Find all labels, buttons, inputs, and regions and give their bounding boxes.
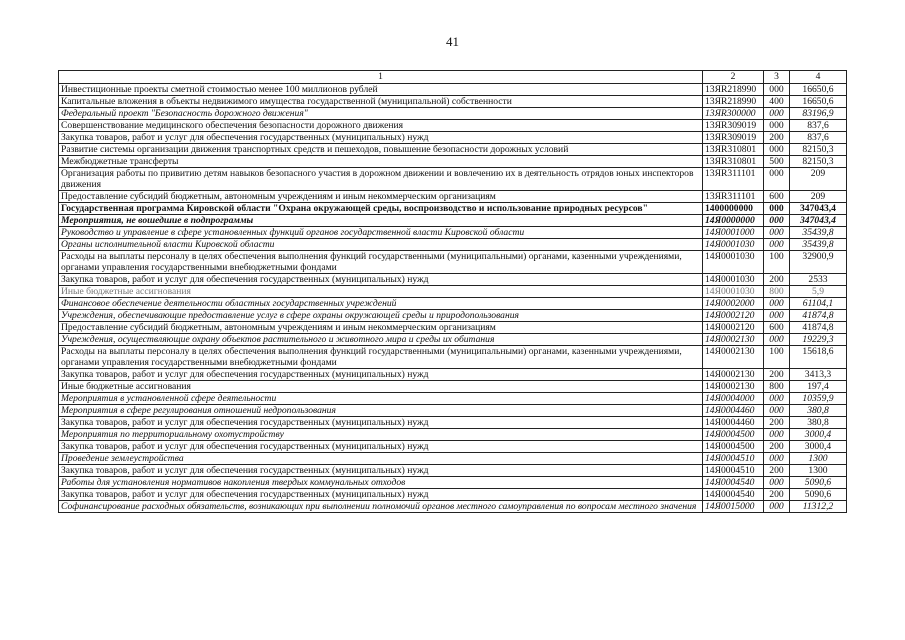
row-expense-type: 000 xyxy=(764,393,790,405)
table-row xyxy=(59,274,847,286)
row-code: 14Я0002130 xyxy=(703,381,764,393)
row-name: Предоставление субсидий бюджетным, автономным учреждениям и иным некоммерческим организациям xyxy=(59,322,703,334)
row-name: Закупка товаров, работ и услуг для обеспечения государственных (муниципальных) нужд xyxy=(59,132,703,144)
table-row xyxy=(59,298,847,310)
row-expense-type: 000 xyxy=(764,298,790,310)
row-expense-type: 000 xyxy=(764,203,790,215)
table-row xyxy=(59,144,847,156)
row-expense-type: 000 xyxy=(764,168,790,191)
row-expense-type: 000 xyxy=(764,429,790,441)
row-name: Мероприятия в установленной сфере деятельности xyxy=(59,393,703,405)
row-code: 14Я0015000 xyxy=(703,501,764,513)
page-number: 41 xyxy=(446,34,459,49)
table-row xyxy=(59,417,847,429)
row-sum: 32900,9 xyxy=(790,251,847,274)
table-row xyxy=(59,203,847,215)
row-name: Закупка товаров, работ и услуг для обеспечения государственных (муниципальных) нужд xyxy=(59,441,703,453)
table-row xyxy=(59,501,847,513)
row-name: Софинансирование расходных обязательств, возникающих при выполнении полномочий органов местного самоуправления по вопросам местного значения xyxy=(59,501,703,513)
row-sum: 16650,6 xyxy=(790,84,847,96)
row-expense-type: 500 xyxy=(764,156,790,168)
row-sum: 347043,4 xyxy=(790,215,847,227)
row-name: Федеральный проект "Безопасность дорожного движения" xyxy=(59,108,703,120)
table-row xyxy=(59,369,847,381)
row-name: Предоставление субсидий бюджетным, автономным учреждениям и иным некоммерческим организациям xyxy=(59,191,703,203)
row-expense-type: 200 xyxy=(764,489,790,501)
header-col-3: 3 xyxy=(764,71,790,84)
row-expense-type: 800 xyxy=(764,381,790,393)
row-sum: 41874,8 xyxy=(790,310,847,322)
row-sum: 10359,9 xyxy=(790,393,847,405)
row-code: 14Я0004510 xyxy=(703,453,764,465)
row-code: 13ЯR311101 xyxy=(703,191,764,203)
table-row xyxy=(59,334,847,346)
row-code: 13ЯR310801 xyxy=(703,156,764,168)
row-expense-type: 600 xyxy=(764,322,790,334)
row-name: Учреждения, осуществляющие охрану объектов растительного и животного мира и среды их обитания xyxy=(59,334,703,346)
row-sum: 3000,4 xyxy=(790,441,847,453)
row-code: 13ЯR310801 xyxy=(703,144,764,156)
row-name: Организация работы по привитию детям навыков безопасного участия в дорожном движении и вовлечению их в деятельность отрядов юных инспекторов движения xyxy=(59,168,703,191)
row-name: Мероприятия, не вошедшие в подпрограммы xyxy=(59,215,703,227)
row-code: 14Я0004460 xyxy=(703,417,764,429)
budget-table-body xyxy=(59,71,847,513)
row-expense-type: 200 xyxy=(764,465,790,477)
row-name: Инвестиционные проекты сметной стоимостью менее 100 миллионов рублей xyxy=(59,84,703,96)
table-row xyxy=(59,465,847,477)
table-row xyxy=(59,346,847,369)
row-name: Работы для установления нормативов накопления твердых коммунальных отходов xyxy=(59,477,703,489)
row-code: 14Я0002130 xyxy=(703,346,764,369)
row-sum: 3413,3 xyxy=(790,369,847,381)
row-code: 13ЯR300000 xyxy=(703,108,764,120)
row-expense-type: 000 xyxy=(764,477,790,489)
row-sum: 380,8 xyxy=(790,405,847,417)
row-sum: 5090,6 xyxy=(790,489,847,501)
table-row xyxy=(59,251,847,274)
table-row xyxy=(59,310,847,322)
table-row xyxy=(59,381,847,393)
row-name: Мероприятия в сфере регулирования отношений недропользования xyxy=(59,405,703,417)
row-name: Иные бюджетные ассигнования xyxy=(59,286,703,298)
row-sum: 1300 xyxy=(790,465,847,477)
row-name: Развитие системы организации движения транспортных средств и пешеходов, повышение безопасности дорожных условий xyxy=(59,144,703,156)
row-expense-type: 000 xyxy=(764,84,790,96)
row-code: 13ЯR309019 xyxy=(703,120,764,132)
row-sum: 837,6 xyxy=(790,132,847,144)
row-expense-type: 000 xyxy=(764,144,790,156)
header-col-4: 4 xyxy=(790,71,847,84)
row-code: 14Я0002120 xyxy=(703,310,764,322)
row-sum: 15618,6 xyxy=(790,346,847,369)
row-sum: 1300 xyxy=(790,453,847,465)
row-name: Государственная программа Кировской области "Охрана окружающей среды, воспроизводство и использование природных ресурсов" xyxy=(59,203,703,215)
row-name: Закупка товаров, работ и услуг для обеспечения государственных (муниципальных) нужд xyxy=(59,465,703,477)
table-row xyxy=(59,453,847,465)
row-sum: 2533 xyxy=(790,274,847,286)
row-name: Закупка товаров, работ и услуг для обеспечения государственных (муниципальных) нужд xyxy=(59,369,703,381)
row-name: Расходы на выплаты персоналу в целях обеспечения выполнения функций государственными (муниципальными) органами, казенными учреждениями, органами управления государственными внебюджетными фондами xyxy=(59,251,703,274)
row-sum: 83196,9 xyxy=(790,108,847,120)
header-col-1: 1 xyxy=(59,71,703,84)
row-code: 14Я0004540 xyxy=(703,489,764,501)
row-code: 1400000000 xyxy=(703,203,764,215)
row-sum: 209 xyxy=(790,168,847,191)
header-col-2: 2 xyxy=(703,71,764,84)
row-sum: 197,4 xyxy=(790,381,847,393)
row-code: 14Я0000000 xyxy=(703,215,764,227)
table-row xyxy=(59,322,847,334)
row-sum: 380,8 xyxy=(790,417,847,429)
row-code: 14Я0002000 xyxy=(703,298,764,310)
table-row xyxy=(59,393,847,405)
row-sum: 61104,1 xyxy=(790,298,847,310)
row-code: 13ЯR218990 xyxy=(703,96,764,108)
row-sum: 347043,4 xyxy=(790,203,847,215)
row-expense-type: 400 xyxy=(764,96,790,108)
row-code: 14Я0001030 xyxy=(703,274,764,286)
row-code: 14Я0004460 xyxy=(703,405,764,417)
budget-table xyxy=(58,70,847,513)
row-expense-type: 800 xyxy=(764,286,790,298)
table-row xyxy=(59,286,847,298)
row-code: 14Я0004540 xyxy=(703,477,764,489)
row-sum: 35439,8 xyxy=(790,227,847,239)
row-expense-type: 100 xyxy=(764,346,790,369)
row-expense-type: 000 xyxy=(764,215,790,227)
row-expense-type: 000 xyxy=(764,501,790,513)
row-expense-type: 000 xyxy=(764,405,790,417)
row-name: Финансовое обеспечение деятельности областных государственных учреждений xyxy=(59,298,703,310)
row-sum: 82150,3 xyxy=(790,144,847,156)
row-code: 14Я0001030 xyxy=(703,239,764,251)
row-expense-type: 000 xyxy=(764,334,790,346)
table-row xyxy=(59,239,847,251)
row-sum: 82150,3 xyxy=(790,156,847,168)
row-name: Капитальные вложения в объекты недвижимого имущества государственной (муниципальной) собственности xyxy=(59,96,703,108)
row-expense-type: 000 xyxy=(764,120,790,132)
row-name: Проведение землеустройства xyxy=(59,453,703,465)
row-name: Руководство и управление в сфере установленных функций органов государственной власти Кировской области xyxy=(59,227,703,239)
table-row xyxy=(59,84,847,96)
row-expense-type: 000 xyxy=(764,227,790,239)
table-row xyxy=(59,191,847,203)
row-expense-type: 200 xyxy=(764,441,790,453)
row-sum: 16650,6 xyxy=(790,96,847,108)
row-name: Закупка товаров, работ и услуг для обеспечения государственных (муниципальных) нужд xyxy=(59,489,703,501)
row-sum: 5090,6 xyxy=(790,477,847,489)
row-expense-type: 000 xyxy=(764,310,790,322)
row-code: 14Я0004000 xyxy=(703,393,764,405)
table-row xyxy=(59,429,847,441)
table-header-row xyxy=(59,71,847,84)
row-name: Учреждения, обеспечивающие предоставление услуг в сфере охраны окружающей среды и природопользования xyxy=(59,310,703,322)
row-code: 14Я0002130 xyxy=(703,369,764,381)
table-row xyxy=(59,96,847,108)
row-sum: 3000,4 xyxy=(790,429,847,441)
table-row xyxy=(59,477,847,489)
row-name: Совершенствование медицинского обеспечения безопасности дорожного движения xyxy=(59,120,703,132)
row-sum: 41874,8 xyxy=(790,322,847,334)
table-row xyxy=(59,405,847,417)
row-code: 13ЯR311101 xyxy=(703,168,764,191)
table-row xyxy=(59,441,847,453)
row-expense-type: 000 xyxy=(764,239,790,251)
row-expense-type: 000 xyxy=(764,453,790,465)
row-expense-type: 200 xyxy=(764,369,790,381)
table-row xyxy=(59,132,847,144)
row-code: 14Я0004500 xyxy=(703,429,764,441)
table-row xyxy=(59,168,847,191)
table-row xyxy=(59,227,847,239)
row-code: 14Я0001000 xyxy=(703,227,764,239)
row-code: 14Я0002120 xyxy=(703,322,764,334)
row-expense-type: 000 xyxy=(764,108,790,120)
table-row xyxy=(59,156,847,168)
row-code: 14Я0001030 xyxy=(703,286,764,298)
row-expense-type: 100 xyxy=(764,251,790,274)
row-sum: 5,9 xyxy=(790,286,847,298)
row-name: Мероприятия по территориальному охотустройству xyxy=(59,429,703,441)
row-name: Закупка товаров, работ и услуг для обеспечения государственных (муниципальных) нужд xyxy=(59,417,703,429)
row-expense-type: 600 xyxy=(764,191,790,203)
table-row xyxy=(59,215,847,227)
row-sum: 209 xyxy=(790,191,847,203)
row-name: Органы исполнительной власти Кировской области xyxy=(59,239,703,251)
row-expense-type: 200 xyxy=(764,417,790,429)
row-code: 14Я0004500 xyxy=(703,441,764,453)
row-sum: 837,6 xyxy=(790,120,847,132)
row-sum: 11312,2 xyxy=(790,501,847,513)
row-code: 14Я0004510 xyxy=(703,465,764,477)
table-row xyxy=(59,489,847,501)
row-name: Межбюджетные трансферты xyxy=(59,156,703,168)
row-code: 13ЯR309019 xyxy=(703,132,764,144)
row-name: Закупка товаров, работ и услуг для обеспечения государственных (муниципальных) нужд xyxy=(59,274,703,286)
row-sum: 19229,3 xyxy=(790,334,847,346)
row-sum: 35439,8 xyxy=(790,239,847,251)
row-expense-type: 200 xyxy=(764,132,790,144)
row-name: Иные бюджетные ассигнования xyxy=(59,381,703,393)
row-code: 14Я0002130 xyxy=(703,334,764,346)
table-row xyxy=(59,108,847,120)
table-row xyxy=(59,120,847,132)
row-code: 14Я0001030 xyxy=(703,251,764,274)
row-name: Расходы на выплаты персоналу в целях обеспечения выполнения функций государственными (муниципальными) органами, казенными учреждениями, органами управления государственными внебюджетными фондами xyxy=(59,346,703,369)
row-expense-type: 200 xyxy=(764,274,790,286)
row-code: 13ЯR218990 xyxy=(703,84,764,96)
